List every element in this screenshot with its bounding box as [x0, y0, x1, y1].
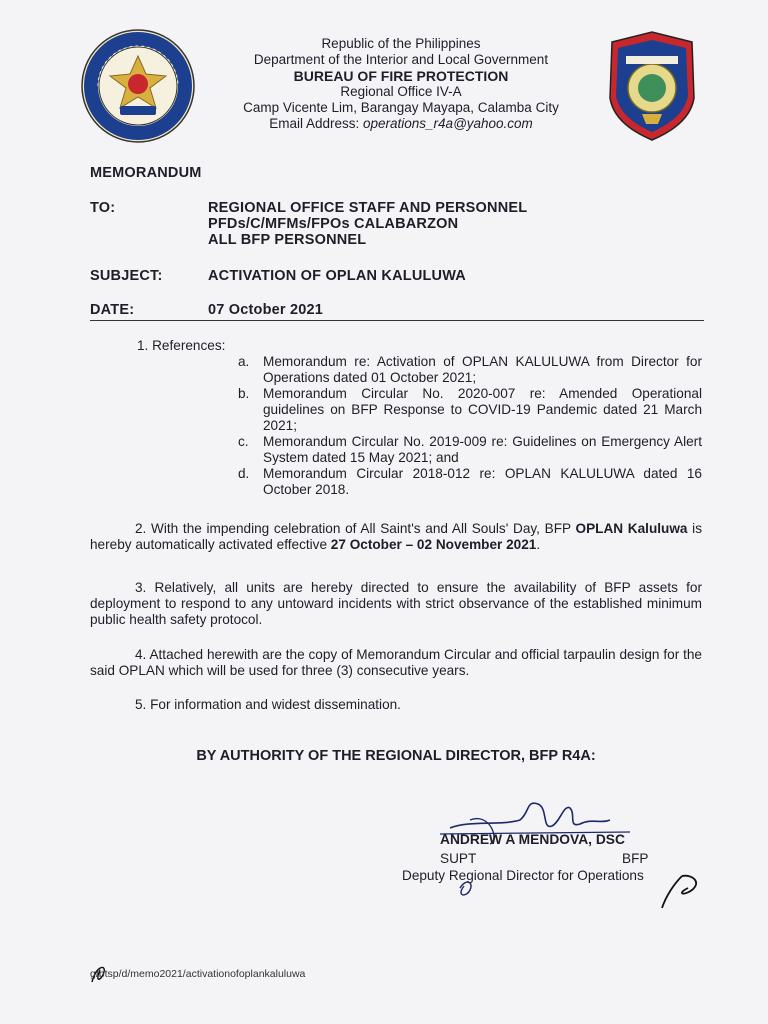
reference-text: Memorandum Circular 2018-012 re: OPLAN KALULUWA dated 16 October 2018.	[263, 466, 702, 497]
date-value: 07 October 2021	[208, 302, 324, 318]
to-line-2: PFDs/C/MFMs/FPOs CALABARZON	[208, 216, 459, 232]
signatory-name: ANDREW A MENDOVA, DSC	[440, 832, 625, 847]
to-line-3: ALL BFP PERSONNEL	[208, 232, 367, 248]
reference-letter: c.	[238, 434, 249, 449]
header-regional-office: Regional Office IV-A	[340, 84, 462, 99]
p3-text: 3. Relatively, all units are hereby directed to ensure the availability of BFP assets for deployment to respond to any untoward incidents with strict observance of the established minimum public health safety protocol.	[90, 580, 702, 627]
p5-text: 5. For information and widest dissemination.	[135, 697, 401, 712]
p2-text-e: .	[536, 537, 541, 552]
email-address: operations_r4a@yahoo.com	[363, 116, 533, 131]
to-label: TO:	[90, 200, 116, 216]
paragraph-5	[90, 697, 702, 713]
header-department: Department of the Interior and Local Government	[253, 52, 549, 67]
reference-letter: d.	[238, 466, 250, 481]
references-list	[238, 354, 702, 498]
bfp-seal-logo	[80, 28, 196, 144]
paragraph-3	[90, 580, 702, 628]
email-label: Email Address:	[269, 116, 360, 131]
memo-title: MEMORANDUM	[90, 165, 202, 181]
reference-item	[238, 434, 702, 466]
references-heading: 1. References:	[137, 338, 226, 353]
header-email-line	[196, 116, 606, 132]
authority-line: BY AUTHORITY OF THE REGIONAL DIRECTOR, BFP R4A:	[196, 748, 596, 764]
p2-date-range: 27 October – 02 November 2021	[330, 537, 537, 552]
subject-label: SUBJECT:	[90, 268, 163, 284]
paragraph-2	[90, 521, 702, 553]
reference-item	[238, 354, 702, 386]
signatory-title: Deputy Regional Director for Operations	[402, 868, 644, 883]
header-address: Camp Vicente Lim, Barangay Mayapa, Calamba City	[243, 100, 559, 115]
reference-item	[238, 466, 702, 498]
subject-value: ACTIVATION OF OPLAN KALULUWA	[208, 268, 466, 284]
reference-letter: a.	[238, 354, 250, 369]
signatory-org: BFP	[622, 851, 649, 866]
reference-letter: b.	[238, 386, 250, 401]
letterhead	[196, 36, 606, 132]
header-republic: Republic of the Philippines	[321, 36, 481, 51]
reference-text: Memorandum Circular No. 2020-007 re: Amended Operational guidelines on BFP Response to COVID-19 Pandemic dated 21 March 2021;	[263, 386, 702, 433]
p2-text-c: is hereby automatically activated effective	[90, 521, 702, 552]
reference-item	[238, 386, 702, 434]
header-divider	[90, 320, 704, 321]
reference-text: Memorandum Circular No. 2019-009 re: Guidelines on Emergency Alert System dated 15 May 2021; and	[263, 434, 702, 465]
file-reference: g/btsp/d/memo2021/activationofoplankaluluwa	[90, 968, 306, 980]
date-label: DATE:	[90, 302, 135, 318]
to-line-1: REGIONAL OFFICE STAFF AND PERSONNEL	[208, 200, 528, 216]
signatory-rank: SUPT	[440, 851, 477, 866]
p2-text-a: 2. With the impending celebration of All Saint's and All Souls' Day, BFP	[135, 521, 576, 536]
paragraph-4	[90, 647, 702, 679]
header-bureau: BUREAU OF FIRE PROTECTION	[293, 68, 509, 84]
p4-text: 4. Attached herewith are the copy of Memorandum Circular and official tarpaulin design for the said OPLAN which will be used for three (3) consecutive years.	[90, 647, 702, 678]
regional-shield-logo	[602, 28, 702, 144]
reference-text: Memorandum re: Activation of OPLAN KALULUWA from Director for Operations dated 01 October 2021;	[263, 354, 702, 385]
p2-oplan-name: OPLAN Kaluluwa	[575, 521, 688, 536]
